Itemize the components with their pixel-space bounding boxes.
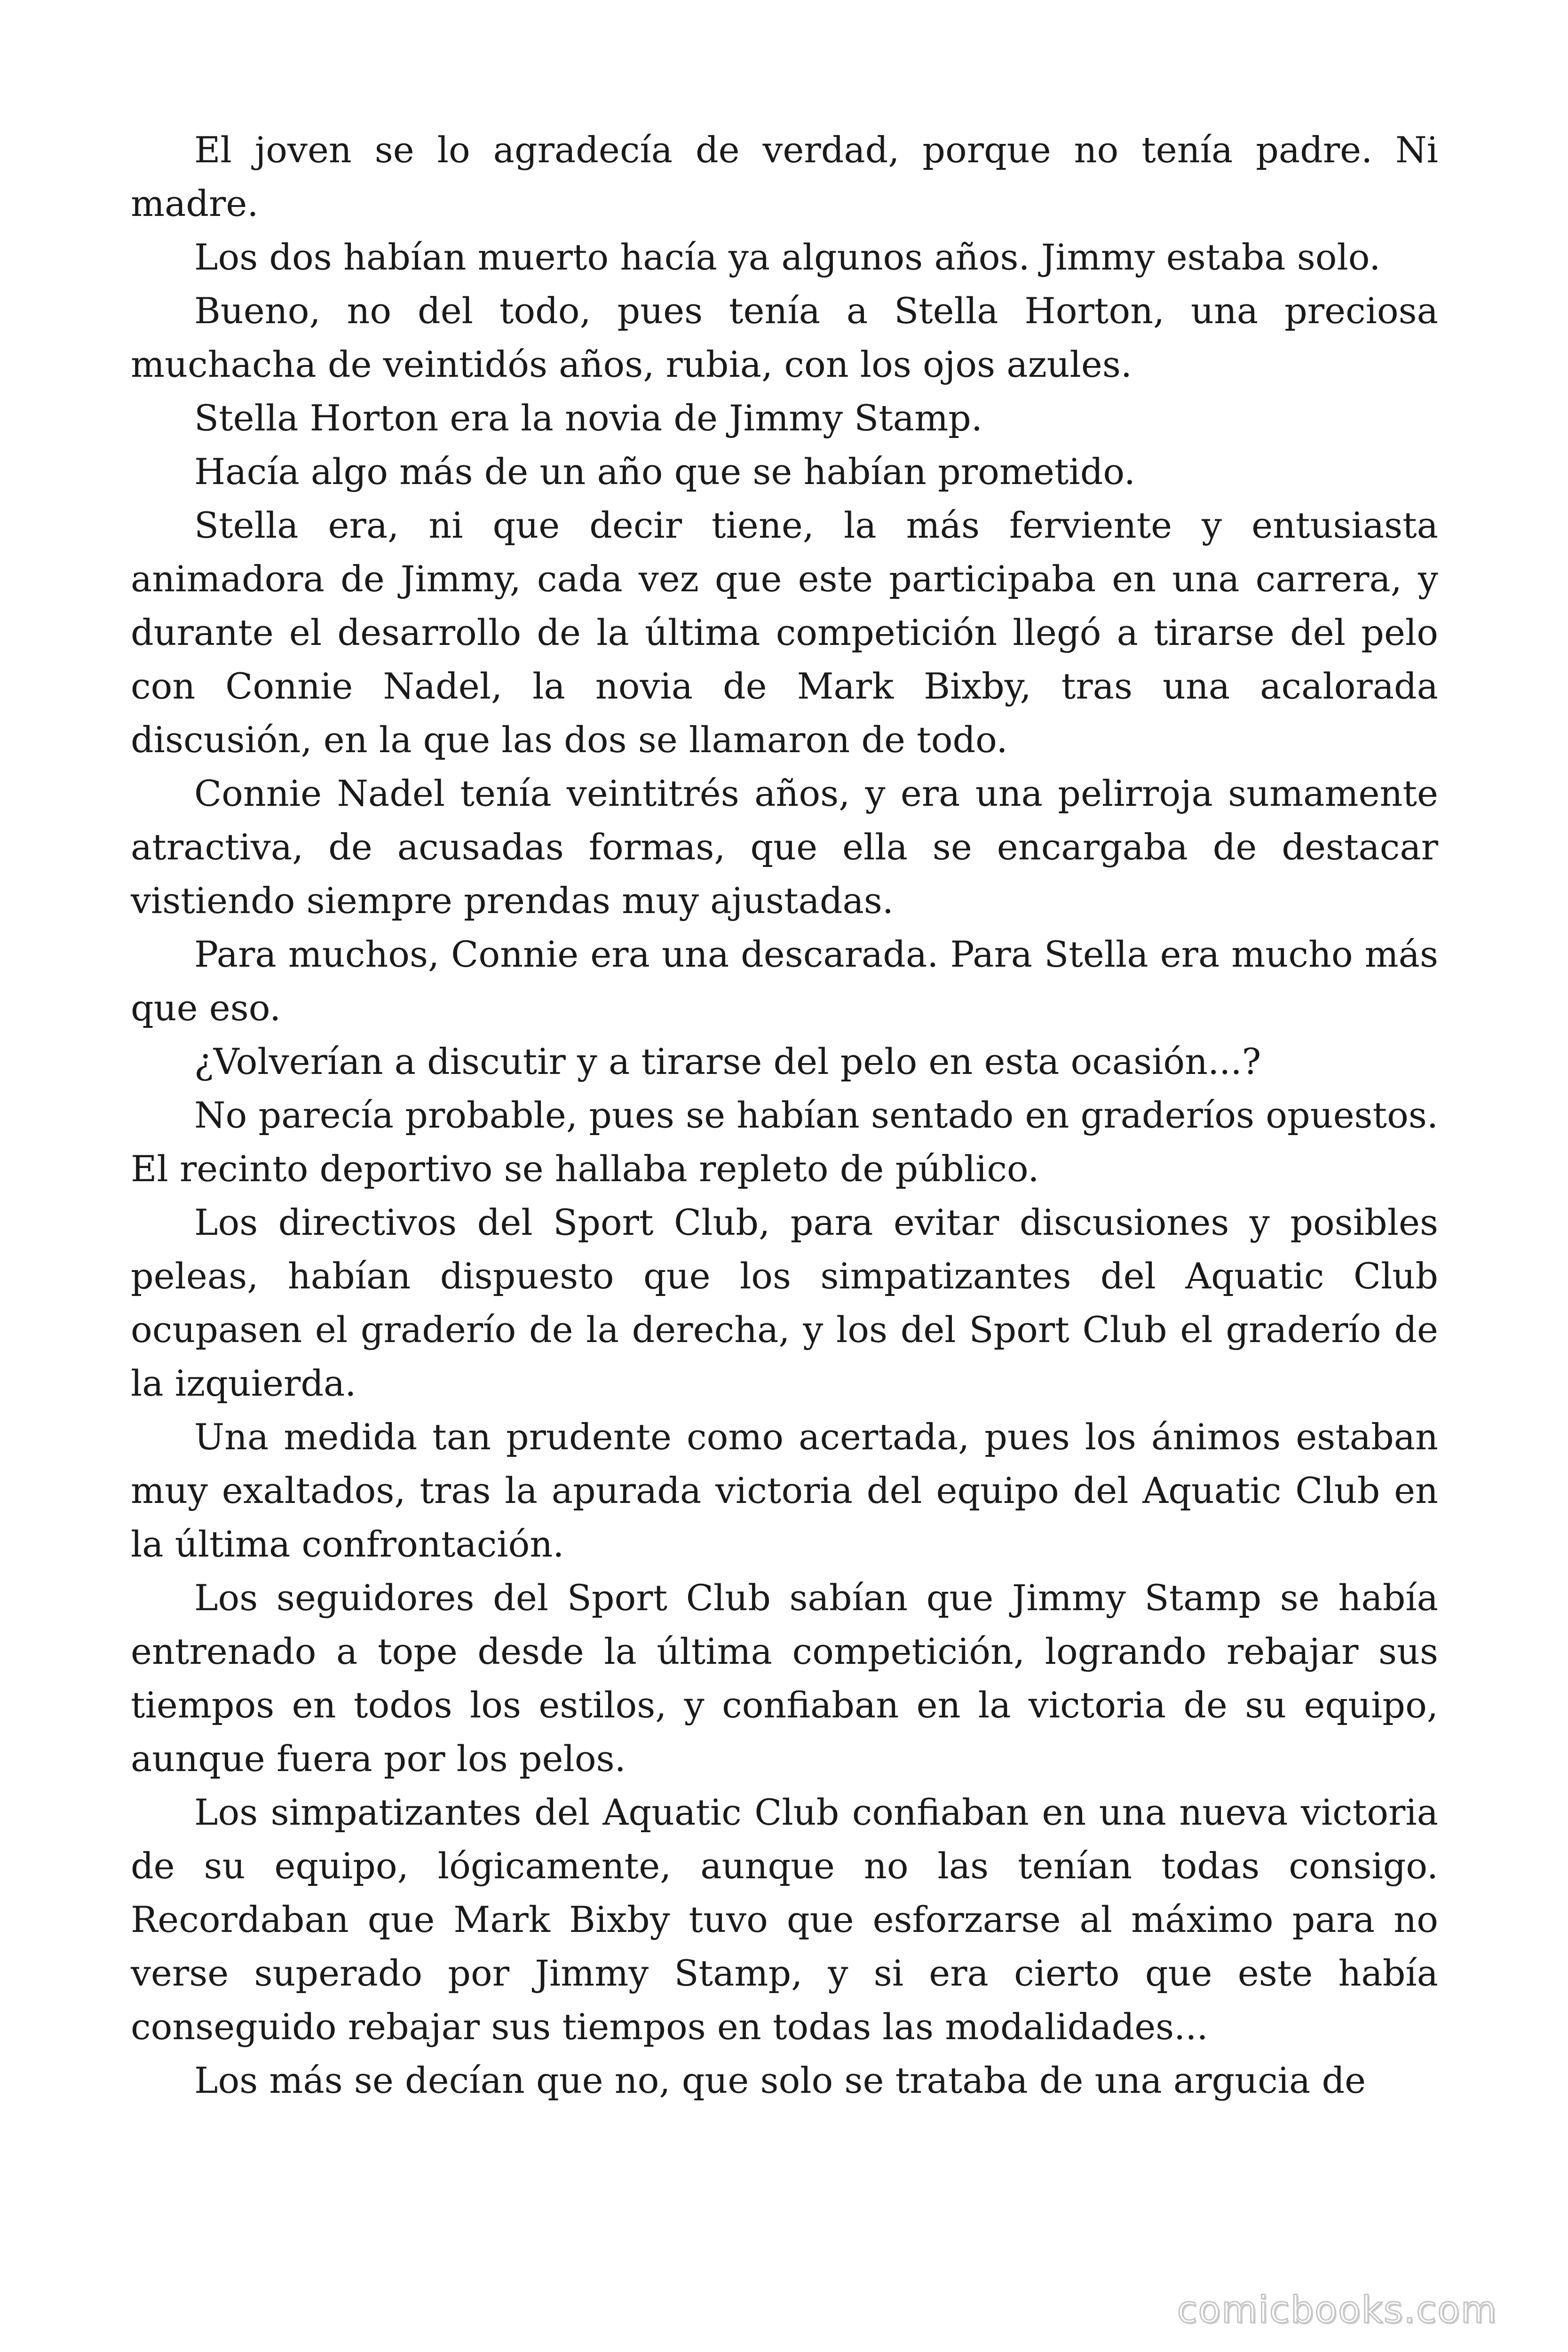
paragraph: El joven se lo agradecía de verdad, porque no tenía padre. Ni madre. — [131, 129, 1438, 224]
paragraph: Stella era, ni que decir tiene, la más ferviente y entusiasta animadora de Jimmy, cada vez que este participaba en una carrera, y durante el desarrollo de la última competición llegó a tirarse del pelo con Connie Nadel, la novia de Mark Bixby, tras una acalorada discusión, en la que las dos se llamaron de todo. — [131, 504, 1438, 761]
paragraph: Los simpatizantes del Aquatic Club confiaban en una nueva victoria de su equipo, lógicamente, aunque no las tenían todas consigo. Recordaban que Mark Bixby tuvo que esforzarse al máximo para no verse superado por Jimmy Stamp, y si era cierto que este había conseguido rebajar sus tiempos en todas las modalidades... — [131, 1791, 1438, 2048]
watermark: comicbooks.com — [1177, 2289, 1497, 2331]
paragraph: No parecía probable, pues se habían sentado en graderíos opuestos. El recinto deportivo se hallaba repleto de público. — [131, 1094, 1438, 1190]
paragraph: Los dos habían muerto hacía ya algunos años. Jimmy estaba solo. — [194, 236, 1381, 278]
paragraph: ¿Volverían a discutir y a tirarse del pelo en esta ocasión...? — [194, 1041, 1261, 1082]
paragraph: Para muchos, Connie era una descarada. Para Stella era mucho más que eso. — [131, 933, 1438, 1029]
paragraph: Bueno, no del todo, pues tenía a Stella Horton, una preciosa muchacha de veintidós años, rubia, con los ojos azules. — [131, 290, 1438, 385]
paragraph: Una medida tan prudente como acertada, pues los ánimos estaban muy exaltados, tras la apurada victoria del equipo del Aquatic Club en la última confrontación. — [131, 1416, 1438, 1565]
paragraph: Los directivos del Sport Club, para evitar discusiones y posibles peleas, habían dispuesto que los simpatizantes del Aquatic Club ocupasen el graderío de la derecha, y los del Sport Club el graderío de la izquierda. — [131, 1201, 1438, 1404]
paragraph: Stella Horton era la novia de Jimmy Stamp. — [194, 397, 982, 439]
paragraph: Hacía algo más de un año que se habían prometido. — [194, 451, 1136, 493]
paragraph: Los más se decían que no, que solo se trataba de una argucia de — [194, 2059, 1366, 2101]
body-text — [131, 123, 1438, 2107]
paragraph: Connie Nadel tenía veintitrés años, y era una pelirroja sumamente atractiva, de acusadas formas, que ella se encargaba de destacar vistiendo siempre prendas muy ajustadas. — [131, 772, 1438, 922]
paragraph: Los seguidores del Sport Club sabían que Jimmy Stamp se había entrenado a tope desde la última competición, logrando rebajar sus tiempos en todos los estilos, y confiaban en la victoria de su equipo, aunque fuera por los pelos. — [131, 1577, 1438, 1780]
